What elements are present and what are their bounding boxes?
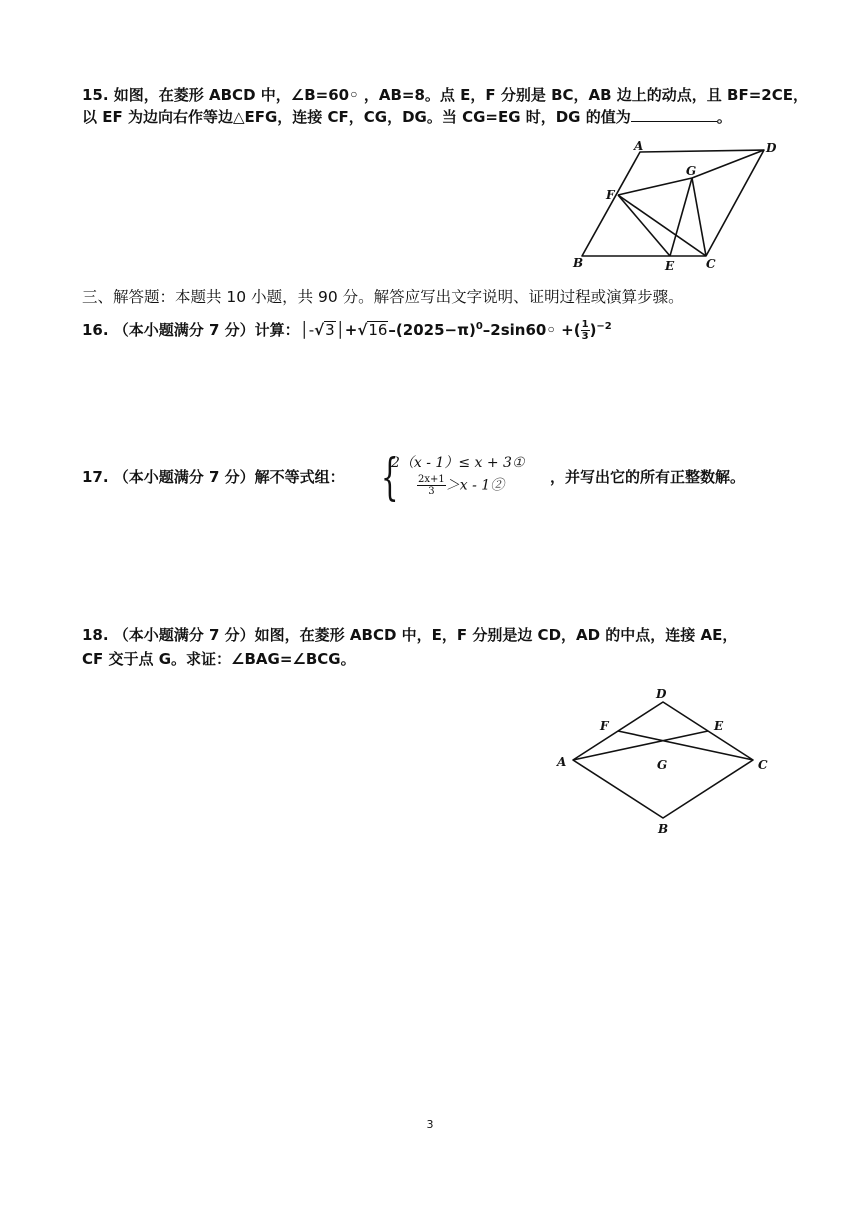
label-f2: F	[600, 719, 609, 733]
q18-line1: 18. （本小题满分 7 分）如图，在菱形 ABCD 中，E，F 分别是边 CD，AD 的中点，连接 AE，	[82, 626, 738, 644]
mark-1: ①	[511, 455, 525, 471]
frac2-num: 2x+1	[418, 474, 445, 485]
label-d: D	[766, 141, 777, 155]
q16-prefix: 16. （本小题满分 7 分）计算：	[82, 321, 300, 339]
plus-sign: +	[344, 321, 358, 339]
q15-line2	[82, 106, 732, 128]
q15-figure	[570, 138, 785, 273]
q18-line2: CF 交于点 G。求证：∠BAG=∠BCG。	[82, 650, 356, 668]
q15-line1: 15. 如图，在菱形 ABCD 中，∠B=60◦ ，AB=8。点 E，F 分别是 BC，AB 边上的动点，且 BF=2CE，	[82, 86, 808, 104]
inequality-2-text: ＞x - 1	[445, 477, 491, 494]
label-a: A	[634, 139, 644, 153]
q17-prefix: 17. （本小题满分 7 分）解不等式组：	[82, 468, 345, 486]
label-g: G	[686, 164, 697, 178]
q17-suffix: ，并写出它的所有正整数解。	[550, 468, 746, 486]
label-f: F	[606, 188, 615, 202]
label-g2: G	[657, 758, 668, 772]
q16-line: 16. （本小题满分 7 分）计算：$│-√3│+√16-(2025-\pi)^0-2\sin 60◦$ +( $\frac{1}{3}$ )$^{-2}$	[82, 319, 612, 342]
label-b: B	[573, 256, 584, 270]
label-e2: E	[714, 719, 724, 733]
inequality-1-text: 2（x - 1）≤ x + 3	[391, 455, 512, 471]
exp-zero: 0	[475, 321, 483, 332]
label-b2: B	[658, 822, 669, 836]
paren-close: )	[589, 321, 597, 339]
inequality-2	[417, 474, 504, 497]
label-a2: A	[557, 755, 567, 769]
label-c: C	[706, 257, 716, 271]
q16-tail: –2sin60◦ +(	[482, 321, 581, 339]
label-d2: D	[656, 687, 667, 701]
mark-2: ②	[490, 477, 505, 494]
q18-figure	[548, 682, 778, 842]
exp-neg2: −2	[596, 321, 612, 332]
frac-den: 3	[581, 331, 589, 342]
rhombus-abcd	[582, 150, 764, 256]
page-number: 3	[426, 1118, 434, 1131]
brace: {	[381, 448, 399, 506]
frac2-den: 3	[428, 486, 435, 497]
q16-mid: –(2025−π)	[388, 321, 476, 339]
sqrt-3: 3	[325, 321, 335, 339]
fraction-one-third	[581, 319, 590, 342]
inequality-1	[391, 452, 525, 472]
label-c2: C	[758, 758, 768, 772]
label-e: E	[665, 259, 675, 273]
q15-line2-end: 。	[716, 108, 732, 126]
frac-num: 1	[581, 319, 589, 330]
minus-sign: -	[308, 321, 315, 339]
abs-close: │	[335, 321, 345, 339]
q15-line2-text: 以 EF 为边向右作等边△EFG，连接 CF，CG，DG。当 CG=EG 时，DG 的值为	[82, 108, 631, 126]
sqrt-16: 16	[368, 321, 388, 339]
answer-blank	[631, 107, 717, 122]
section3-header: 三、解答题：本题共 10 小题，共 90 分。解答应写出文字说明、证明过程或演算步骤。	[82, 288, 684, 306]
fraction-2x1-3	[417, 474, 446, 497]
abs-open: │	[299, 321, 309, 339]
